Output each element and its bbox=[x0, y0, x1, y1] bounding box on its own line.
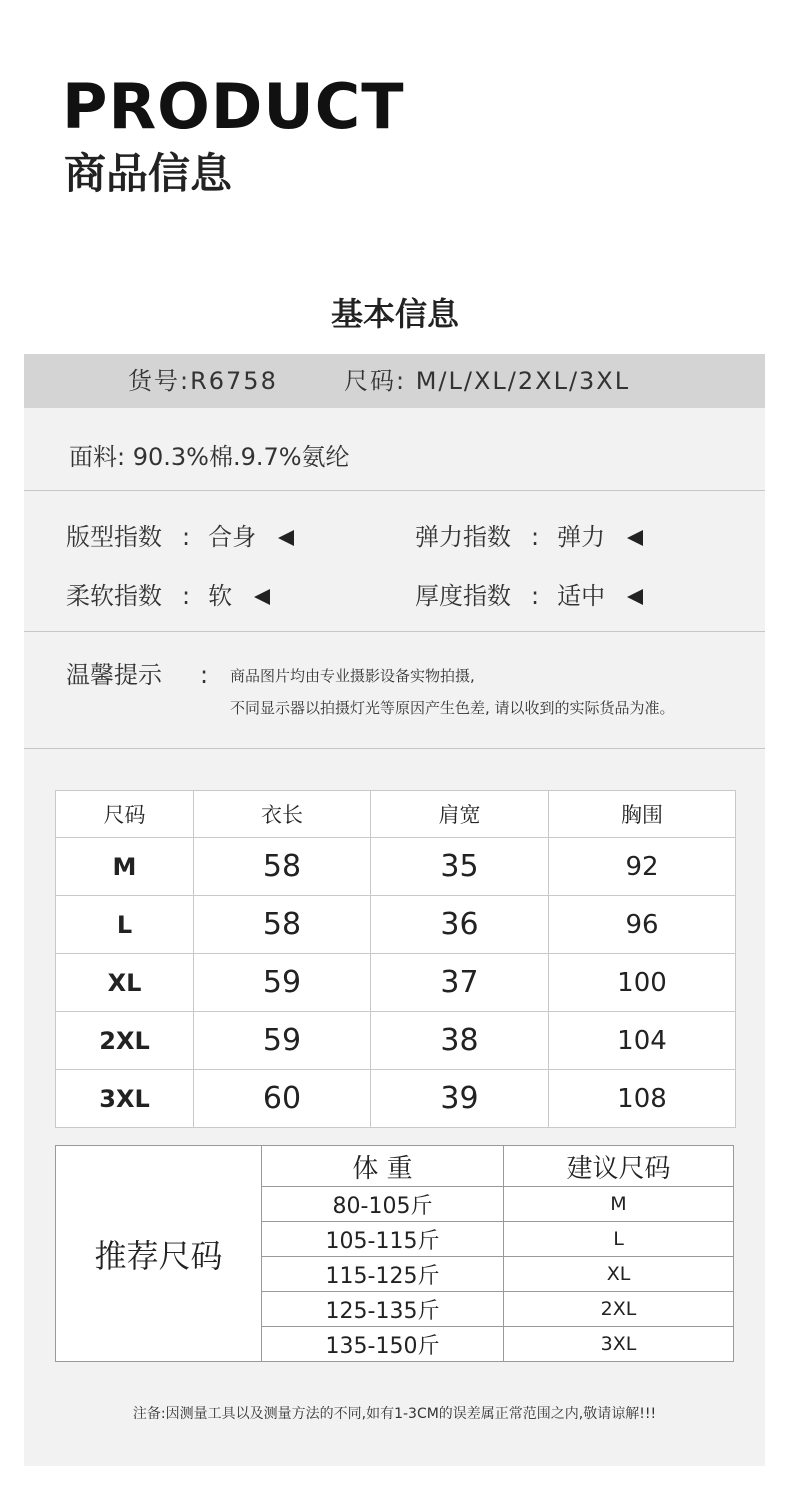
table-row bbox=[56, 896, 736, 954]
info-bar bbox=[24, 354, 765, 408]
softness-index-value: 软 bbox=[208, 582, 233, 610]
stretch-index-value: 弹力 bbox=[557, 523, 606, 551]
fit-index bbox=[66, 520, 294, 554]
header-cell-weight: 体 重 bbox=[262, 1146, 504, 1187]
weight-cell: 105-115斤 bbox=[262, 1222, 504, 1257]
info-panel bbox=[24, 354, 765, 1466]
size-cell: L bbox=[56, 896, 194, 954]
length-cell: 58 bbox=[194, 838, 371, 896]
divider bbox=[24, 490, 765, 491]
suggested-size-cell: 2XL bbox=[504, 1292, 734, 1327]
header-cell-length: 衣长 bbox=[194, 791, 371, 838]
shoulder-cell: 39 bbox=[371, 1070, 549, 1128]
tips-label: 温馨提示 bbox=[66, 661, 162, 689]
thickness-index-value: 适中 bbox=[557, 582, 606, 610]
shoulder-cell: 35 bbox=[371, 838, 549, 896]
thickness-index bbox=[415, 579, 643, 613]
shoulder-cell: 37 bbox=[371, 954, 549, 1012]
fit-index-label: 版型指数 bbox=[66, 523, 162, 551]
available-sizes-text: 尺码: M/L/XL/2XL/3XL bbox=[344, 367, 631, 395]
length-cell: 59 bbox=[194, 1012, 371, 1070]
header-cell-suggested-size: 建议尺码 bbox=[504, 1146, 734, 1187]
softness-index-colon: : bbox=[182, 582, 191, 610]
length-cell: 59 bbox=[194, 954, 371, 1012]
tips-line-1: 商品图片均由专业摄影设备实物拍摄, bbox=[230, 667, 475, 685]
weight-cell: 115-125斤 bbox=[262, 1257, 504, 1292]
size-chart-header-row bbox=[56, 791, 736, 838]
stretch-index-label: 弹力指数 bbox=[415, 523, 511, 551]
softness-index bbox=[66, 579, 270, 613]
fabric-text: 面料: 90.3%棉.9.7%氨纶 bbox=[69, 443, 350, 471]
measurement-note: 注备:因测量工具以及测量方法的不同,如有1-3CM的误差属正常范围之内,敬请谅解!!! bbox=[132, 1406, 657, 1422]
divider bbox=[24, 631, 765, 632]
thickness-index-arrow-icon bbox=[627, 589, 643, 605]
chest-cell: 100 bbox=[549, 954, 736, 1012]
chest-cell: 108 bbox=[549, 1070, 736, 1128]
section-title: 基本信息 bbox=[330, 295, 459, 333]
size-cell: 2XL bbox=[56, 1012, 194, 1070]
weight-cell: 125-135斤 bbox=[262, 1292, 504, 1327]
recommend-label: 推荐尺码 bbox=[56, 1146, 262, 1362]
sku-text: 货号:R6758 bbox=[128, 367, 278, 395]
chest-cell: 92 bbox=[549, 838, 736, 896]
recommend-size-table bbox=[55, 1145, 734, 1362]
stretch-index-colon: : bbox=[531, 523, 540, 551]
length-cell: 58 bbox=[194, 896, 371, 954]
table-row bbox=[56, 954, 736, 1012]
thickness-index-colon: : bbox=[531, 582, 540, 610]
fit-index-value: 合身 bbox=[208, 523, 257, 551]
fit-index-colon: : bbox=[182, 523, 191, 551]
header-cell-size: 尺码 bbox=[56, 791, 194, 838]
stretch-index-arrow-icon bbox=[627, 530, 643, 546]
tips-line-2: 不同显示器以拍摄灯光等原因产生色差, 请以收到的实际货品为准。 bbox=[230, 699, 675, 717]
header-cell-shoulder: 肩宽 bbox=[371, 791, 549, 838]
suggested-size-cell: M bbox=[504, 1187, 734, 1222]
fit-index-arrow-icon bbox=[278, 530, 294, 546]
length-cell: 60 bbox=[194, 1070, 371, 1128]
chest-cell: 96 bbox=[549, 896, 736, 954]
page-title-cn: 商品信息 bbox=[64, 149, 233, 198]
stretch-index bbox=[415, 520, 643, 554]
header-cell-chest: 胸围 bbox=[549, 791, 736, 838]
divider bbox=[24, 748, 765, 749]
suggested-size-cell: L bbox=[504, 1222, 734, 1257]
chest-cell: 104 bbox=[549, 1012, 736, 1070]
size-chart-table bbox=[55, 790, 736, 1128]
weight-cell: 80-105斤 bbox=[262, 1187, 504, 1222]
shoulder-cell: 38 bbox=[371, 1012, 549, 1070]
size-cell: 3XL bbox=[56, 1070, 194, 1128]
size-cell: M bbox=[56, 838, 194, 896]
table-row bbox=[56, 1070, 736, 1128]
size-cell: XL bbox=[56, 954, 194, 1012]
suggested-size-cell: 3XL bbox=[504, 1327, 734, 1362]
weight-cell: 135-150斤 bbox=[262, 1327, 504, 1362]
page-title-en: PRODUCT bbox=[62, 70, 405, 143]
tips-colon: : bbox=[200, 661, 209, 689]
softness-index-label: 柔软指数 bbox=[66, 582, 162, 610]
thickness-index-label: 厚度指数 bbox=[415, 582, 511, 610]
suggested-size-cell: XL bbox=[504, 1257, 734, 1292]
softness-index-arrow-icon bbox=[254, 589, 270, 605]
table-row bbox=[56, 1012, 736, 1070]
table-row bbox=[56, 838, 736, 896]
shoulder-cell: 36 bbox=[371, 896, 549, 954]
